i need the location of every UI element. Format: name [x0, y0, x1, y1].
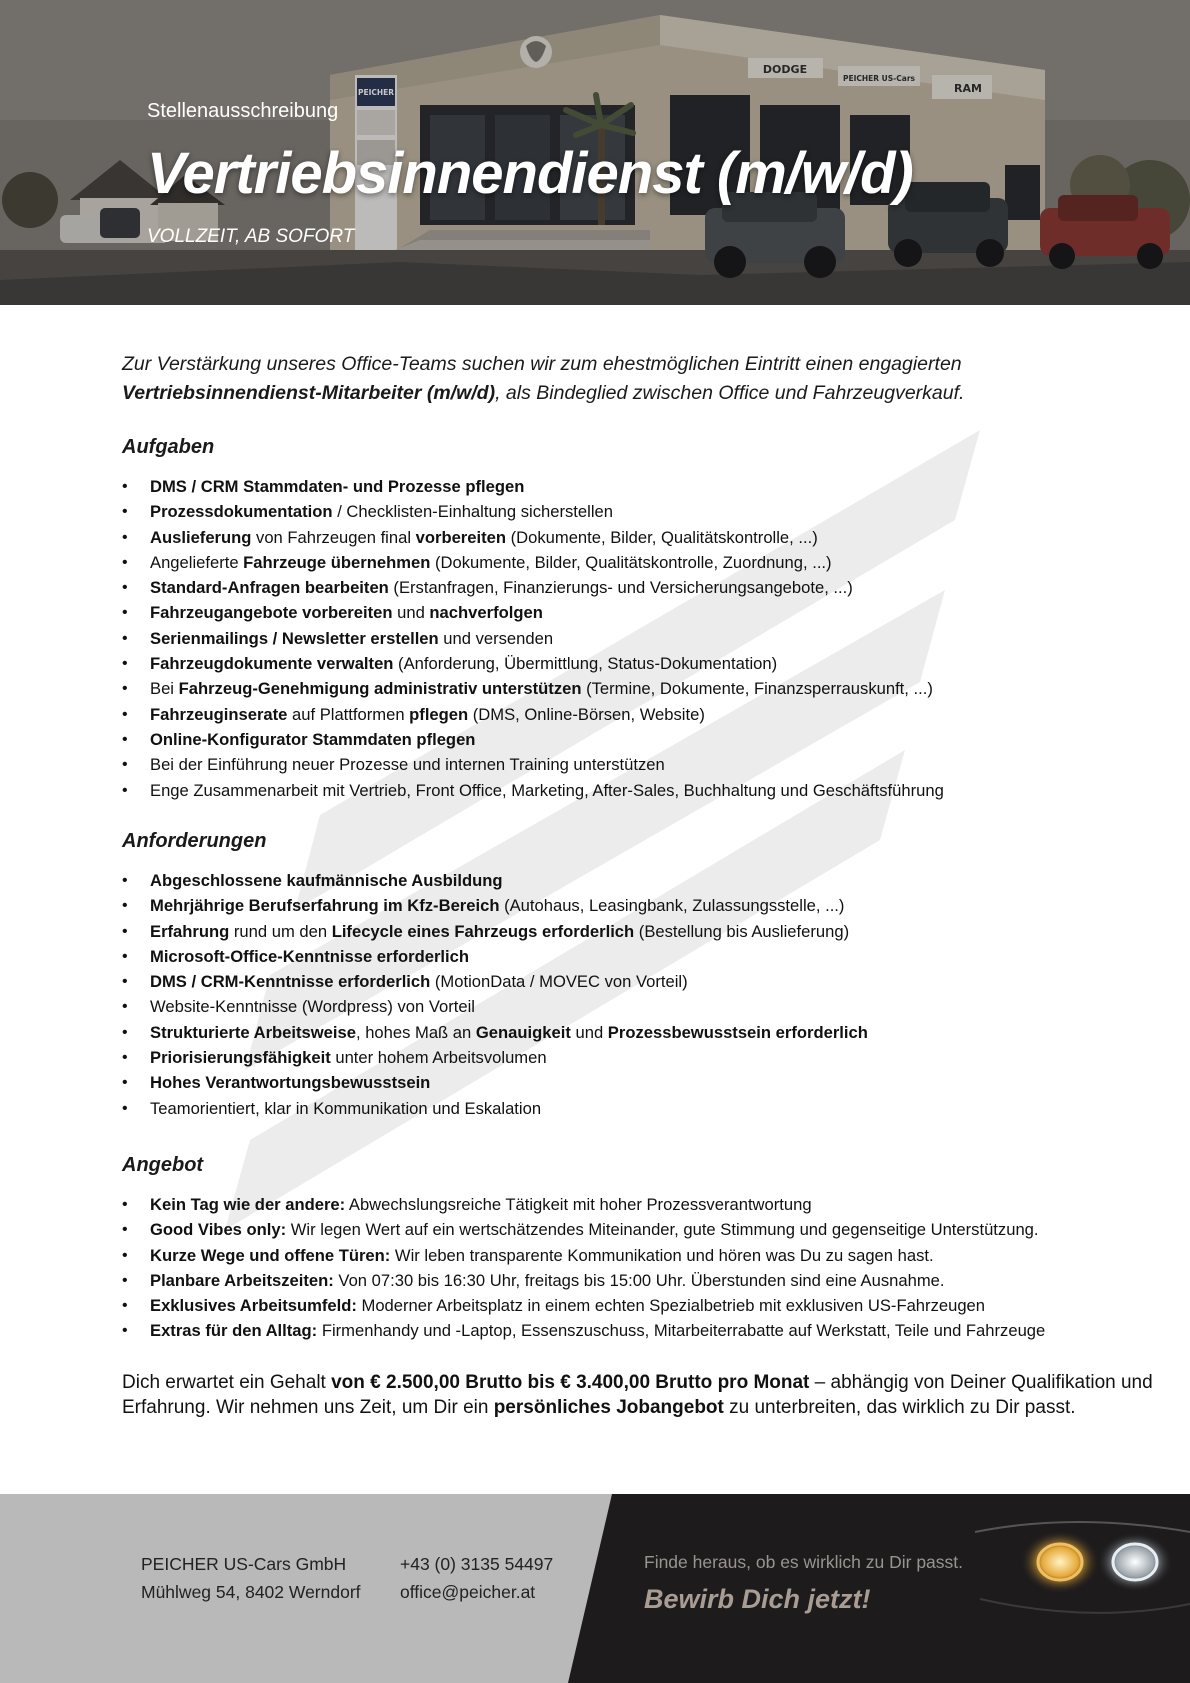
street-address: Mühlweg 54, 8402 Werndorf	[141, 1582, 361, 1602]
emphasis-text: Fahrzeugangebote vorbereiten	[150, 603, 393, 623]
emphasis-text: Strukturierte Arbeitsweise	[150, 1022, 356, 1042]
body-text: (Erstanfragen, Finanzierungs- und Versicherungsangebote, ...)	[388, 578, 853, 598]
list-item	[122, 1192, 1162, 1217]
job-description	[122, 350, 1153, 1418]
emphasis-text: Fahrzeuge übernehmen	[243, 552, 431, 572]
emphasis-text: Planbare Arbeitszeiten:	[150, 1270, 334, 1290]
apply-now-link[interactable]: Bewirb Dich jetzt!	[644, 1584, 871, 1614]
body-text: Wir legen Wert auf ein wertschätzendes Miteinander, gute Stimmung und gegenseitige Unterstützung.	[286, 1220, 1039, 1240]
section-title-aufgaben: Aufgaben	[122, 436, 215, 458]
body-text: (Dokumente, Bilder, Qualitätskontrolle, Zuordnung, ...)	[430, 552, 832, 572]
list-item	[122, 1217, 1162, 1242]
body-text: (Autohaus, Leasingbank, Zulassungsstelle, ...)	[499, 896, 845, 916]
aufgaben-list	[122, 474, 1162, 803]
list-item	[122, 1243, 1162, 1268]
employment-type: VOLLZEIT, AB SOFORT	[147, 226, 355, 247]
body-text: zu unterbreiten, das wirklich zu Dir passt.	[723, 1397, 1076, 1418]
list-item	[122, 778, 1162, 803]
body-text: (Dokumente, Bilder, Qualitätskontrolle, ...)	[506, 527, 818, 547]
body-text: unter hohem Arbeitsvolumen	[330, 1048, 547, 1068]
list-item	[122, 1293, 1162, 1318]
pylon-text: PEICHER	[357, 88, 395, 97]
list-item	[122, 1070, 1162, 1095]
list-item	[122, 893, 1162, 918]
body-text: , hohes Maß an	[355, 1022, 476, 1042]
body-text: Moderner Arbeitsplatz in einem echten Spezialbetrieb mit exklusiven US-Fahrzeugen	[356, 1296, 986, 1316]
list-item	[122, 1020, 1162, 1045]
body-text: Website-Kenntnisse (Wordpress) von Vorteil	[150, 997, 475, 1017]
emphasis-text: Serienmailings / Newsletter erstellen	[150, 628, 439, 648]
emphasis-text: Kein Tag wie der andere:	[150, 1195, 346, 1214]
emphasis-text: Exklusives Arbeitsumfeld:	[150, 1296, 357, 1316]
body-text: Teamorientiert, klar in Kommunikation und Eskalation	[150, 1098, 542, 1118]
list-item	[122, 727, 1162, 752]
intro-text-2: , als Bindeglied zwischen Office und Fahrzeugverkauf.	[495, 382, 965, 404]
body-text: Dich erwartet ein Gehalt	[122, 1372, 332, 1393]
body-text: und versenden	[438, 628, 554, 648]
list-item	[122, 702, 1162, 727]
section-title-anforderungen: Anforderungen	[122, 830, 267, 852]
list-item	[122, 1318, 1162, 1343]
list-item	[122, 651, 1162, 676]
emphasis-text: Abgeschlossene kaufmännische Ausbildung	[150, 871, 503, 890]
section-title-angebot: Angebot	[122, 1154, 204, 1176]
body-text: (Bestellung bis Auslieferung)	[634, 921, 850, 941]
list-item	[122, 474, 1162, 499]
company-contact	[400, 1550, 553, 1606]
list-item	[122, 676, 1162, 701]
list-item	[122, 1045, 1162, 1070]
body-text: Angelieferte	[150, 552, 244, 572]
body-text: Wir leben transparente Kommunikation und hören was Du zu sagen hast.	[390, 1245, 934, 1265]
body-text: Firmenhandy und -Laptop, Essenszuschuss, Mitarbeiterrabatte auf Werkstatt, Teile und Fahrzeuge	[317, 1321, 1046, 1341]
body-text: / Checklisten-Einhaltung sicherstellen	[332, 502, 613, 522]
intro-position: Vertriebsinnendienst-Mitarbeiter (m/w/d)	[122, 382, 496, 404]
body-text: rund um den	[229, 921, 332, 941]
phone-number[interactable]: +43 (0) 3135 54497	[400, 1554, 554, 1574]
body-text: Bei	[150, 679, 179, 699]
emphasis-text: Good Vibes only:	[150, 1220, 287, 1240]
company-address	[141, 1550, 361, 1606]
emphasis-text: Mehrjährige Berufserfahrung im Kfz-Bereich	[150, 896, 500, 916]
emphasis-text: Genauigkeit	[475, 1022, 571, 1042]
emphasis-text: pflegen	[409, 704, 469, 724]
list-item	[122, 868, 1162, 893]
body-text: Enge Zusammenarbeit mit Vertrieb, Front Office, Marketing, After-Sales, Buchhaltung und Geschäftsführung	[150, 780, 944, 800]
list-item	[122, 600, 1162, 625]
emphasis-text: Hohes Verantwortungsbewusstsein	[150, 1073, 431, 1093]
emphasis-text: Microsoft-Office-Kenntnisse erforderlich	[150, 946, 470, 966]
cta-tagline: Finde heraus, ob es wirklich zu Dir passt.	[644, 1552, 964, 1572]
emphasis-text: Prozessdokumentation	[150, 502, 333, 522]
body-text: (Termine, Dokumente, Finanzsperrauskunft, ...)	[581, 679, 933, 699]
page-title: Vertriebsinnendienst (m/w/d)	[147, 141, 913, 206]
list-item	[122, 575, 1162, 600]
footer	[0, 1494, 1190, 1683]
emphasis-text: von € 2.500,00 Brutto bis € 3.400,00 Brutto pro Monat	[331, 1372, 810, 1393]
emphasis-text: Fahrzeugdokumente verwalten	[150, 654, 394, 674]
body-text: Bei der Einführung neuer Prozesse und internen Training unterstützen	[150, 755, 665, 775]
email-address[interactable]: office@peicher.at	[400, 1582, 536, 1602]
body-text: von Fahrzeugen final	[251, 527, 416, 547]
body-text: Abwechslungsreiche Tätigkeit mit hoher Prozessverantwortung	[345, 1195, 812, 1214]
job-ad-kicker: Stellenausschreibung	[147, 100, 339, 122]
emphasis-text: vorbereiten	[415, 527, 506, 547]
emphasis-text: Auslieferung	[150, 527, 252, 547]
intro-paragraph	[122, 350, 1152, 408]
body-text: und	[570, 1022, 608, 1042]
body-text: (DMS, Online-Börsen, Website)	[468, 704, 705, 724]
body-text: auf Plattformen	[287, 704, 410, 724]
dodge-sign-text: DODGE	[762, 63, 808, 76]
emphasis-text: Standard-Anfragen bearbeiten	[150, 578, 389, 598]
emphasis-text: Online-Konfigurator Stammdaten pflegen	[150, 729, 476, 749]
emphasis-text: DMS / CRM-Kenntnisse erforderlich	[150, 972, 431, 992]
emphasis-text: Priorisierungsfähigkeit	[150, 1048, 331, 1068]
list-item	[122, 969, 1162, 994]
list-item	[122, 626, 1162, 651]
peicher-sign-text: PEICHER US-Cars	[842, 74, 916, 83]
emphasis-text: Kurze Wege und offene Türen:	[150, 1245, 391, 1265]
emphasis-text: persönliches Jobangebot	[493, 1397, 724, 1418]
list-item	[122, 1268, 1162, 1293]
list-item	[122, 994, 1162, 1019]
list-item	[122, 525, 1162, 550]
list-item	[122, 550, 1162, 575]
anforderungen-list	[122, 868, 1162, 1121]
body-text: Von 07:30 bis 16:30 Uhr, freitags bis 15:00 Uhr. Überstunden sind eine Ausnahme.	[333, 1270, 945, 1290]
body-text: (MotionData / MOVEC von Vorteil)	[430, 972, 688, 992]
body-text: und	[392, 603, 430, 623]
list-item	[122, 752, 1162, 777]
body-text: (Anforderung, Übermittlung, Status-Dokumentation)	[393, 654, 778, 674]
body-text: – abhängig von Deiner Qualifikation und Erfahrung. Wir nehmen uns Zeit, um Dir ein	[122, 1372, 1153, 1418]
list-item	[122, 944, 1162, 969]
list-item	[122, 919, 1162, 944]
emphasis-text: Fahrzeug-Genehmigung administrativ unterstützen	[178, 679, 582, 699]
company-name: PEICHER US-Cars GmbH	[141, 1554, 347, 1574]
ram-sign-text: RAM	[954, 82, 982, 95]
salary-paragraph	[122, 1370, 1182, 1420]
angebot-list	[122, 1192, 1162, 1344]
emphasis-text: Fahrzeuginserate	[150, 704, 288, 724]
emphasis-text: Extras für den Alltag:	[150, 1321, 318, 1341]
emphasis-text: nachverfolgen	[429, 603, 543, 623]
intro-text-1: Zur Verstärkung unseres Office-Teams suchen wir zum ehestmöglichen Eintritt einen engagierten	[122, 353, 962, 375]
emphasis-text: Lifecycle eines Fahrzeugs erforderlich	[331, 921, 635, 941]
emphasis-text: Erfahrung	[150, 921, 230, 941]
list-item	[122, 499, 1162, 524]
emphasis-text: Prozessbewusstsein erforderlich	[607, 1022, 868, 1042]
hero-banner	[0, 0, 1190, 305]
list-item	[122, 1096, 1162, 1121]
emphasis-text: DMS / CRM Stammdaten- und Prozesse pflegen	[150, 477, 525, 496]
